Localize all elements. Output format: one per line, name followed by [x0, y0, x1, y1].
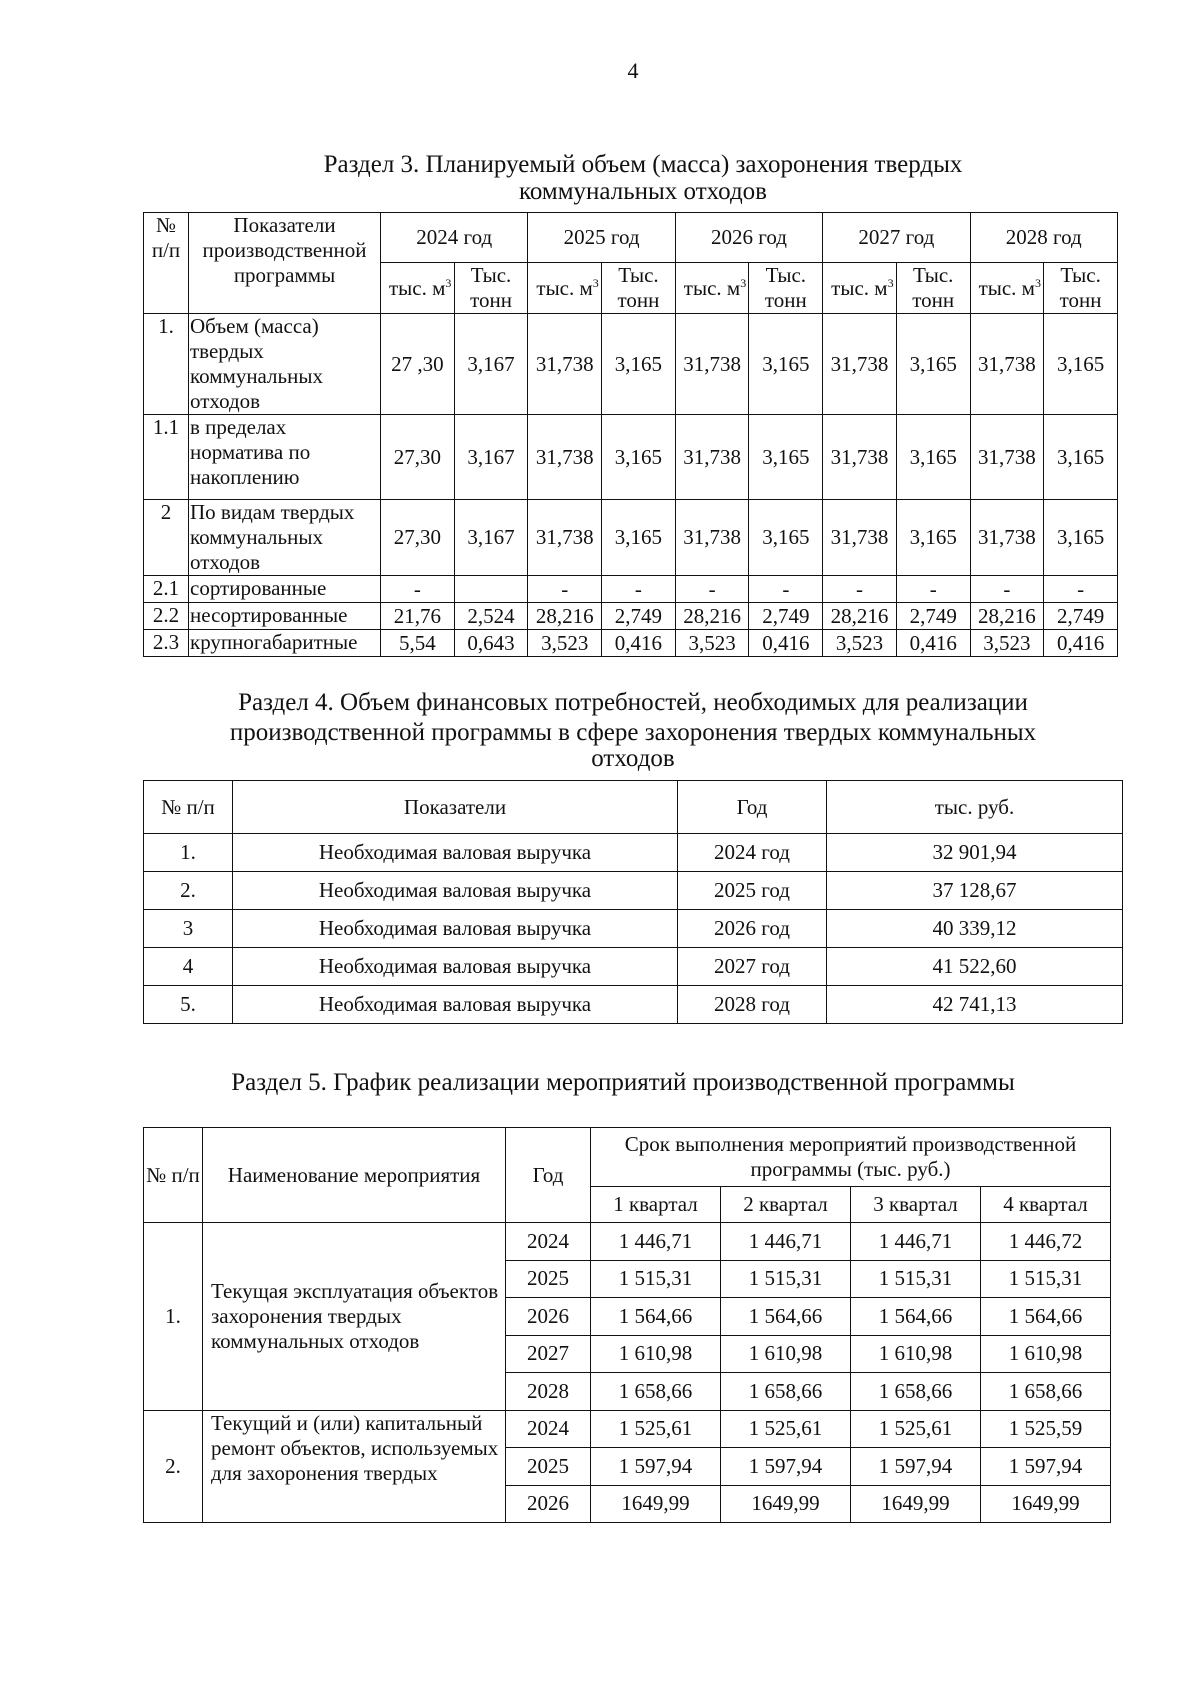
page-number: 4 — [627, 58, 639, 83]
unit-m3-label: тыс. м — [389, 275, 446, 300]
unit-tonn: Тыс. тонн — [454, 263, 528, 314]
row-value: - — [602, 576, 676, 603]
table-row — [144, 500, 1118, 576]
header-num: № п/п — [144, 213, 189, 314]
row-year: 2026 — [506, 1298, 591, 1336]
row-quarter-value: 1649,99 — [851, 1485, 981, 1523]
row-number: 2. — [144, 872, 233, 910]
table-row — [144, 1410, 1111, 1448]
row-year: 2027 год — [678, 948, 827, 986]
table-row — [144, 630, 1118, 657]
unit-m3 — [528, 263, 602, 314]
row-quarter-value: 1 446,71 — [721, 1223, 851, 1261]
section4-title — [143, 688, 1123, 770]
row-value: 31,738 — [675, 500, 749, 576]
row-value: 27 ,30 — [381, 314, 455, 415]
row-year: 2025 — [506, 1260, 591, 1298]
row-quarter-value: 1 515,31 — [721, 1260, 851, 1298]
row-activity: Текущий и (или) капитальный ремонт объектов, используемых для захоронения твердых — [203, 1410, 506, 1523]
row-quarter-value: 1 446,72 — [981, 1223, 1111, 1261]
header-num: № п/п — [144, 1128, 203, 1223]
row-value: 0,416 — [602, 630, 676, 657]
row-value — [454, 576, 528, 603]
header-year: 2028 год — [970, 213, 1117, 263]
row-amount: 41 522,60 — [827, 948, 1123, 986]
row-value: 3,165 — [1044, 500, 1118, 576]
header-quarter: 4 квартал — [981, 1187, 1111, 1223]
row-value: 3,165 — [602, 500, 676, 576]
row-quarter-value: 1649,99 — [591, 1485, 721, 1523]
row-number: 5. — [144, 986, 233, 1024]
row-quarter-value: 1 658,66 — [721, 1373, 851, 1411]
section4-title-line2: производственной программы в сфере захоронения твердых коммунальных — [229, 719, 1037, 746]
row-quarter-value: 1 564,66 — [591, 1298, 721, 1336]
row-year: 2026 — [506, 1485, 591, 1523]
header-cell: тыс. руб. — [827, 781, 1123, 834]
row-quarter-value: 1 597,94 — [851, 1448, 981, 1486]
row-indicator: крупногабаритные — [189, 630, 381, 657]
row-value: - — [749, 576, 823, 603]
header-period: Срок выполнения мероприятий производственной программы (тыс. руб.) — [591, 1128, 1111, 1187]
row-value: 31,738 — [528, 500, 602, 576]
row-quarter-value: 1 597,94 — [591, 1448, 721, 1486]
unit-m3 — [675, 263, 749, 314]
row-indicator: несортированные — [189, 603, 381, 630]
row-indicator: Необходимая валовая выручка — [233, 910, 678, 948]
row-value: - — [896, 576, 970, 603]
row-value: 21,76 — [381, 603, 455, 630]
row-value: 3,167 — [454, 314, 528, 415]
header-name: Наименование мероприятия — [203, 1128, 506, 1223]
row-year: 2024 — [506, 1410, 591, 1448]
row-number: 1. — [144, 834, 233, 872]
row-value: - — [675, 576, 749, 603]
row-number: 2.1 — [144, 576, 189, 603]
row-quarter-value: 1649,99 — [721, 1485, 851, 1523]
unit-m3 — [381, 263, 455, 314]
row-quarter-value: 1 610,98 — [591, 1335, 721, 1373]
row-value: 3,165 — [749, 500, 823, 576]
row-value: 3,523 — [970, 630, 1044, 657]
row-value: 2,749 — [602, 603, 676, 630]
header-cell: Показатели — [233, 781, 678, 834]
row-value: 31,738 — [528, 314, 602, 415]
table-row — [144, 948, 1123, 986]
row-value: 2,524 — [454, 603, 528, 630]
unit-m3-label: тыс. м — [831, 275, 888, 300]
row-value: 3,523 — [675, 630, 749, 657]
row-value: 27,30 — [381, 500, 455, 576]
row-quarter-value: 1 525,61 — [851, 1410, 981, 1448]
row-indicator: Необходимая валовая выручка — [233, 986, 678, 1024]
row-indicator: Объем (масса) твердых коммунальных отходов — [189, 314, 381, 415]
section4-table — [143, 780, 1123, 1024]
row-quarter-value: 1 597,94 — [981, 1448, 1111, 1486]
row-value: - — [381, 576, 455, 603]
table-row — [144, 910, 1123, 948]
row-value: 3,523 — [528, 630, 602, 657]
row-amount: 40 339,12 — [827, 910, 1123, 948]
header-quarter: 1 квартал — [591, 1187, 721, 1223]
row-value: - — [970, 576, 1044, 603]
section4-title-line1: Раздел 4. Объем финансовых потребностей, необходимых для реализации — [238, 689, 1028, 716]
row-quarter-value: 1 658,66 — [981, 1373, 1111, 1411]
row-number: 4 — [144, 948, 233, 986]
row-quarter-value: 1 515,31 — [981, 1260, 1111, 1298]
row-quarter-value: 1 525,61 — [721, 1410, 851, 1448]
row-year: 2024 год — [678, 834, 827, 872]
unit-tonn: Тыс. тонн — [749, 263, 823, 314]
row-number: 2.2 — [144, 603, 189, 630]
header-cell: № п/п — [144, 781, 233, 834]
unit-m3 — [970, 263, 1044, 314]
row-value: 5,54 — [381, 630, 455, 657]
unit-m3 — [823, 263, 897, 314]
row-quarter-value: 1 525,61 — [591, 1410, 721, 1448]
row-value: 3,165 — [749, 314, 823, 415]
unit-m3-sup: 3 — [1034, 275, 1041, 290]
row-value: 3,165 — [1044, 415, 1118, 500]
table-row — [144, 1223, 1111, 1261]
row-number: 2.3 — [144, 630, 189, 657]
row-value: 3,167 — [454, 415, 528, 500]
row-value: 3,165 — [749, 415, 823, 500]
header-year: 2027 год — [823, 213, 970, 263]
row-value: 3,165 — [602, 314, 676, 415]
unit-m3-sup: 3 — [887, 275, 894, 290]
row-amount: 42 741,13 — [827, 986, 1123, 1024]
row-value: 31,738 — [823, 415, 897, 500]
unit-m3-label: тыс. м — [536, 275, 593, 300]
unit-m3-sup: 3 — [740, 275, 747, 290]
row-year: 2025 — [506, 1448, 591, 1486]
unit-m3-label: тыс. м — [683, 275, 741, 300]
row-quarter-value: 1 658,66 — [591, 1373, 721, 1411]
row-value: 28,216 — [675, 603, 749, 630]
row-quarter-value: 1 610,98 — [981, 1335, 1111, 1373]
table-row — [144, 415, 1118, 500]
row-quarter-value: 1 446,71 — [851, 1223, 981, 1261]
row-value: 0,416 — [896, 630, 970, 657]
row-value: 31,738 — [970, 314, 1044, 415]
unit-tonn: Тыс. тонн — [602, 263, 676, 314]
row-value: 31,738 — [970, 500, 1044, 576]
row-value: 2,749 — [749, 603, 823, 630]
row-value: 31,738 — [823, 500, 897, 576]
row-number: 1.1 — [144, 415, 189, 500]
row-quarter-value: 1649,99 — [981, 1485, 1111, 1523]
row-value: 0,416 — [1044, 630, 1118, 657]
section4-title-line3: отходов — [591, 745, 675, 772]
row-indicator: в пределах норматива по накоплению — [189, 415, 381, 500]
unit-tonn: Тыс. тонн — [1044, 263, 1118, 314]
row-quarter-value: 1 658,66 — [851, 1373, 981, 1411]
row-value: 31,738 — [528, 415, 602, 500]
unit-m3-sup: 3 — [592, 275, 599, 290]
table-row — [144, 576, 1118, 603]
row-value: 31,738 — [970, 415, 1044, 500]
header-quarter: 3 квартал — [851, 1187, 981, 1223]
unit-tonn: Тыс. тонн — [896, 263, 970, 314]
row-value: 2,749 — [1044, 603, 1118, 630]
row-activity: Текущая эксплуатация объектов захоронения твердых коммунальных отходов — [203, 1223, 506, 1411]
row-value: 28,216 — [823, 603, 897, 630]
row-indicator: Необходимая валовая выручка — [233, 948, 678, 986]
row-value: - — [528, 576, 602, 603]
table-row — [144, 872, 1123, 910]
row-value: 3,523 — [823, 630, 897, 657]
header-indicator: Показатели производственной программы — [189, 213, 381, 314]
section3-title-line1: Раздел 3. Планируемый объем (масса) захоронения твердых — [323, 151, 963, 178]
unit-m3-sup: 3 — [445, 275, 452, 290]
unit-m3-label: тыс. м — [978, 275, 1035, 300]
header-year: Год — [506, 1128, 591, 1223]
row-value: 3,165 — [896, 314, 970, 415]
table-row — [144, 314, 1118, 415]
row-year: 2028 год — [678, 986, 827, 1024]
table-row — [144, 603, 1118, 630]
row-indicator: По видам твердых коммунальных отходов — [189, 500, 381, 576]
row-value: 0,643 — [454, 630, 528, 657]
table-row — [144, 986, 1123, 1024]
row-value: 3,165 — [896, 500, 970, 576]
row-number: 2. — [144, 1410, 203, 1523]
row-quarter-value: 1 597,94 — [721, 1448, 851, 1486]
row-value: 0,416 — [749, 630, 823, 657]
row-quarter-value: 1 564,66 — [721, 1298, 851, 1336]
row-value: 28,216 — [528, 603, 602, 630]
row-indicator: Необходимая валовая выручка — [233, 834, 678, 872]
row-year: 2025 год — [678, 872, 827, 910]
row-year: 2027 — [506, 1335, 591, 1373]
row-quarter-value: 1 525,59 — [981, 1410, 1111, 1448]
row-value: 28,216 — [970, 603, 1044, 630]
row-number: 3 — [144, 910, 233, 948]
row-value: 27,30 — [381, 415, 455, 500]
row-number: 1. — [144, 1223, 203, 1411]
row-quarter-value: 1 515,31 — [851, 1260, 981, 1298]
row-amount: 32 901,94 — [827, 834, 1123, 872]
row-quarter-value: 1 610,98 — [721, 1335, 851, 1373]
row-year: 2024 — [506, 1223, 591, 1261]
header-year: 2026 год — [675, 213, 822, 263]
header-cell: Год — [678, 781, 827, 834]
table-row — [144, 834, 1123, 872]
section5-table — [143, 1127, 1111, 1523]
row-value: 3,167 — [454, 500, 528, 576]
row-value: 31,738 — [675, 415, 749, 500]
row-amount: 37 128,67 — [827, 872, 1123, 910]
row-quarter-value: 1 515,31 — [591, 1260, 721, 1298]
row-quarter-value: 1 564,66 — [851, 1298, 981, 1336]
header-quarter: 2 квартал — [721, 1187, 851, 1223]
row-value: 3,165 — [1044, 314, 1118, 415]
row-quarter-value: 1 446,71 — [591, 1223, 721, 1261]
row-indicator: Необходимая валовая выручка — [233, 872, 678, 910]
section3-title-line2: коммунальных отходов — [519, 178, 767, 205]
row-value: 31,738 — [823, 314, 897, 415]
row-value: - — [1044, 576, 1118, 603]
row-indicator: сортированные — [189, 576, 381, 603]
row-value: 3,165 — [896, 415, 970, 500]
row-value: 2,749 — [896, 603, 970, 630]
row-value: 3,165 — [602, 415, 676, 500]
row-number: 1. — [144, 314, 189, 415]
section3-table — [143, 212, 1118, 657]
row-number: 2 — [144, 500, 189, 576]
row-year: 2028 — [506, 1373, 591, 1411]
section5-title: Раздел 5. График реализации мероприятий производственной программы — [231, 1069, 1015, 1096]
row-quarter-value: 1 564,66 — [981, 1298, 1111, 1336]
row-quarter-value: 1 610,98 — [851, 1335, 981, 1373]
header-year: 2024 год — [381, 213, 528, 263]
header-year: 2025 год — [528, 213, 675, 263]
row-value: - — [823, 576, 897, 603]
row-year: 2026 год — [678, 910, 827, 948]
section3-title — [143, 150, 1143, 204]
row-value: 31,738 — [675, 314, 749, 415]
